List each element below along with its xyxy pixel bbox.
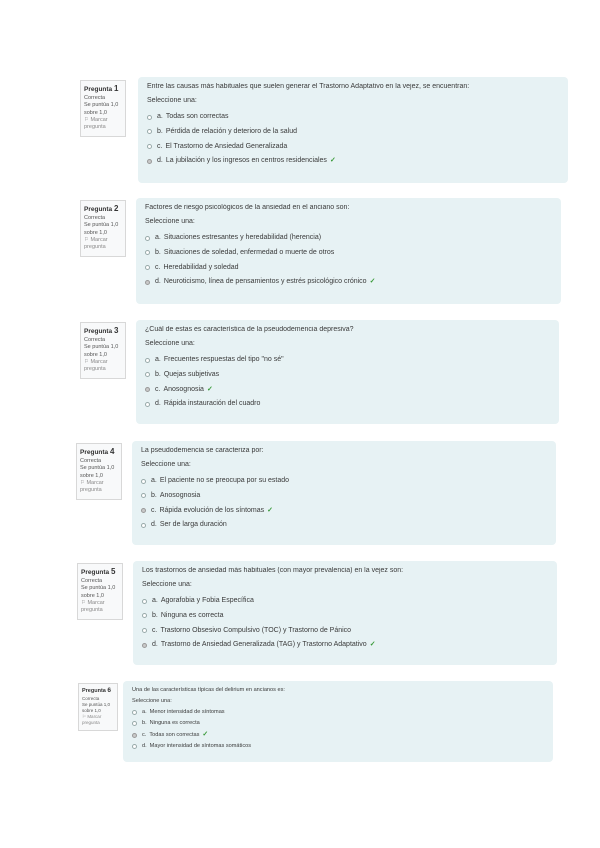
question-score: Se puntúa 1,0 sobre 1,0 xyxy=(84,344,119,358)
question-info xyxy=(77,563,123,620)
question-title: Pregunta 1 xyxy=(84,84,119,93)
radio-button[interactable] xyxy=(142,643,147,648)
answer-option[interactable]: c. Rápida evolución de los síntomas ✓ xyxy=(141,503,547,518)
answer-option[interactable]: a. El paciente no se preocupa por su estado xyxy=(141,474,547,489)
answer-prompt: Seleccione una: xyxy=(145,218,195,226)
flag-icon: ⚐ xyxy=(82,713,87,719)
answer-prompt: Seleccione una: xyxy=(141,461,191,469)
question-score: Se puntúa 1,0 sobre 1,0 xyxy=(81,585,116,599)
question-text: ¿Cuál de estas es característica de la pseudodemencia depresiva? xyxy=(145,326,354,333)
question-info xyxy=(76,443,122,500)
check-icon: ✓ xyxy=(267,506,273,514)
answer-option[interactable]: d. Rápida instauración del cuadro xyxy=(145,397,550,412)
radio-button[interactable] xyxy=(141,479,146,484)
flag-icon: ⚐ xyxy=(80,480,85,487)
question-text: Entre las causas más habituales que suelen generar el Trastorno Adaptativo en la vejez, se encuentran: xyxy=(147,83,470,90)
question-content xyxy=(138,77,568,183)
answer-option[interactable]: c. El Trastorno de Ansiedad Generalizada xyxy=(147,139,559,154)
check-icon: ✓ xyxy=(369,278,376,286)
question-content xyxy=(132,441,556,545)
check-icon: ✓ xyxy=(202,730,209,738)
radio-button[interactable] xyxy=(147,129,152,134)
radio-button[interactable] xyxy=(145,402,150,407)
radio-button[interactable] xyxy=(145,236,150,241)
answer-option[interactable]: b. Quejas subjetivas xyxy=(145,368,550,383)
radio-button[interactable] xyxy=(145,250,150,255)
question-title: Pregunta 2 xyxy=(84,204,119,213)
question-content xyxy=(133,561,557,665)
question-title: Pregunta 4 xyxy=(80,447,115,456)
radio-button[interactable] xyxy=(145,265,150,270)
answer-option[interactable]: c. Heredabilidad y soledad xyxy=(145,260,552,275)
flag-question-link[interactable]: ⚐ Marcar pregunta xyxy=(82,713,102,726)
check-icon: ✓ xyxy=(206,385,213,393)
radio-button[interactable] xyxy=(132,733,137,738)
answer-option[interactable]: b. Pérdida de relación y deterioro de la salud xyxy=(147,125,559,140)
answer-option[interactable]: b. Ninguna es correcta xyxy=(142,609,548,624)
question-info xyxy=(80,322,126,379)
flag-icon: ⚐ xyxy=(81,600,86,607)
answer-prompt: Seleccione una: xyxy=(147,97,197,105)
flag-question-link[interactable]: ⚐ Marcar pregunta xyxy=(80,480,104,494)
radio-button[interactable] xyxy=(145,372,150,377)
radio-button[interactable] xyxy=(132,721,137,726)
answer-option[interactable]: c. Trastorno Obsesivo Compulsivo (TOC) y Trastorno de Pánico xyxy=(142,623,548,638)
flag-icon: ⚐ xyxy=(84,359,89,366)
answer-option[interactable]: c. Anosognosia ✓ xyxy=(145,382,550,397)
answer-option[interactable]: b. Ninguna es correcta xyxy=(132,718,544,730)
question-text: Una de las características típicas del delirium en ancianos es: xyxy=(132,687,285,693)
radio-button[interactable] xyxy=(147,115,152,120)
answer-option[interactable]: c. Todas son correctas ✓ xyxy=(132,729,544,741)
question-info xyxy=(80,200,126,257)
answer-option[interactable]: a. Situaciones estresantes y heredabilidad (herencia) xyxy=(145,231,552,246)
question-score: Se puntúa 1,0 sobre 1,0 xyxy=(80,465,115,479)
question-status: Correcta xyxy=(80,457,102,464)
radio-button[interactable] xyxy=(132,710,137,715)
answer-prompt: Seleccione una: xyxy=(132,697,172,704)
answer-option[interactable]: a. Todas son correctas xyxy=(147,110,559,125)
question-info xyxy=(80,80,126,137)
question-score: Se puntúa 1,0 sobre 1,0 xyxy=(82,701,111,713)
flag-question-link[interactable]: ⚐ Marcar pregunta xyxy=(84,117,108,131)
question-status: Correcta xyxy=(84,336,106,343)
question-title: Pregunta 3 xyxy=(84,326,119,335)
question-status: Correcta xyxy=(81,577,103,584)
radio-button[interactable] xyxy=(141,508,146,513)
answer-option[interactable]: b. Anosognosia xyxy=(141,489,547,504)
flag-icon: ⚐ xyxy=(84,237,89,244)
check-icon: ✓ xyxy=(329,157,336,165)
radio-button[interactable] xyxy=(142,613,147,618)
radio-button[interactable] xyxy=(147,144,152,149)
question-content xyxy=(136,198,561,304)
check-icon: ✓ xyxy=(369,641,376,649)
answer-option[interactable]: a. Agorafobia y Fobia Específica xyxy=(142,594,548,609)
question-score: Se puntúa 1,0 sobre 1,0 xyxy=(84,222,119,236)
question-title: Pregunta 6 xyxy=(82,687,111,694)
question-score: Se puntúa 1,0 sobre 1,0 xyxy=(84,102,119,116)
radio-button[interactable] xyxy=(141,493,146,498)
radio-button[interactable] xyxy=(145,387,150,392)
radio-button[interactable] xyxy=(145,280,150,285)
radio-button[interactable] xyxy=(145,358,150,363)
radio-button[interactable] xyxy=(147,159,152,164)
flag-question-link[interactable]: ⚐ Marcar pregunta xyxy=(84,359,108,373)
answer-prompt: Seleccione una: xyxy=(145,340,195,348)
answer-option[interactable]: d. Trastorno de Ansiedad Generalizada (TAG) y Trastorno Adaptativo ✓ xyxy=(142,638,548,653)
answer-option[interactable]: b. Situaciones de soledad, enfermedad o muerte de otros xyxy=(145,246,552,261)
flag-icon: ⚐ xyxy=(84,117,89,124)
question-text: La pseudodemencia se caracteriza por: xyxy=(141,447,264,454)
answer-option[interactable]: d. La jubilación y los ingresos en centros residenciales ✓ xyxy=(147,154,559,169)
answer-option[interactable]: a. Menor intensidad de síntomas xyxy=(132,706,544,718)
answer-option[interactable]: d. Ser de larga duración xyxy=(141,518,547,533)
question-status: Correcta xyxy=(84,94,106,101)
question-title: Pregunta 5 xyxy=(81,567,116,576)
answer-option[interactable]: d. Mayor intensidad de síntomas somáticos xyxy=(132,741,544,753)
answer-option[interactable]: d. Neuroticismo, línea de pensamientos y estrés psicológico crónico ✓ xyxy=(145,275,552,290)
radio-button[interactable] xyxy=(142,599,147,604)
question-content xyxy=(136,320,559,424)
question-status: Correcta xyxy=(82,695,100,701)
answer-option[interactable]: a. Frecuentes respuestas del tipo "no sé" xyxy=(145,353,550,368)
answer-prompt: Seleccione una: xyxy=(142,581,192,589)
question-info xyxy=(78,683,118,731)
question-text: Los trastornos de ansiedad más habituales (con mayor prevalencia) en la vejez son: xyxy=(142,567,404,574)
question-status: Correcta xyxy=(84,214,106,221)
radio-button[interactable] xyxy=(132,744,137,749)
question-content xyxy=(123,681,553,762)
flag-question-link[interactable]: ⚐ Marcar pregunta xyxy=(81,600,105,614)
radio-button[interactable] xyxy=(142,628,147,633)
question-text: Factores de riesgo psicológicos de la ansiedad en el anciano son: xyxy=(145,204,350,211)
flag-question-link[interactable]: ⚐ Marcar pregunta xyxy=(84,237,108,251)
radio-button[interactable] xyxy=(141,523,146,528)
